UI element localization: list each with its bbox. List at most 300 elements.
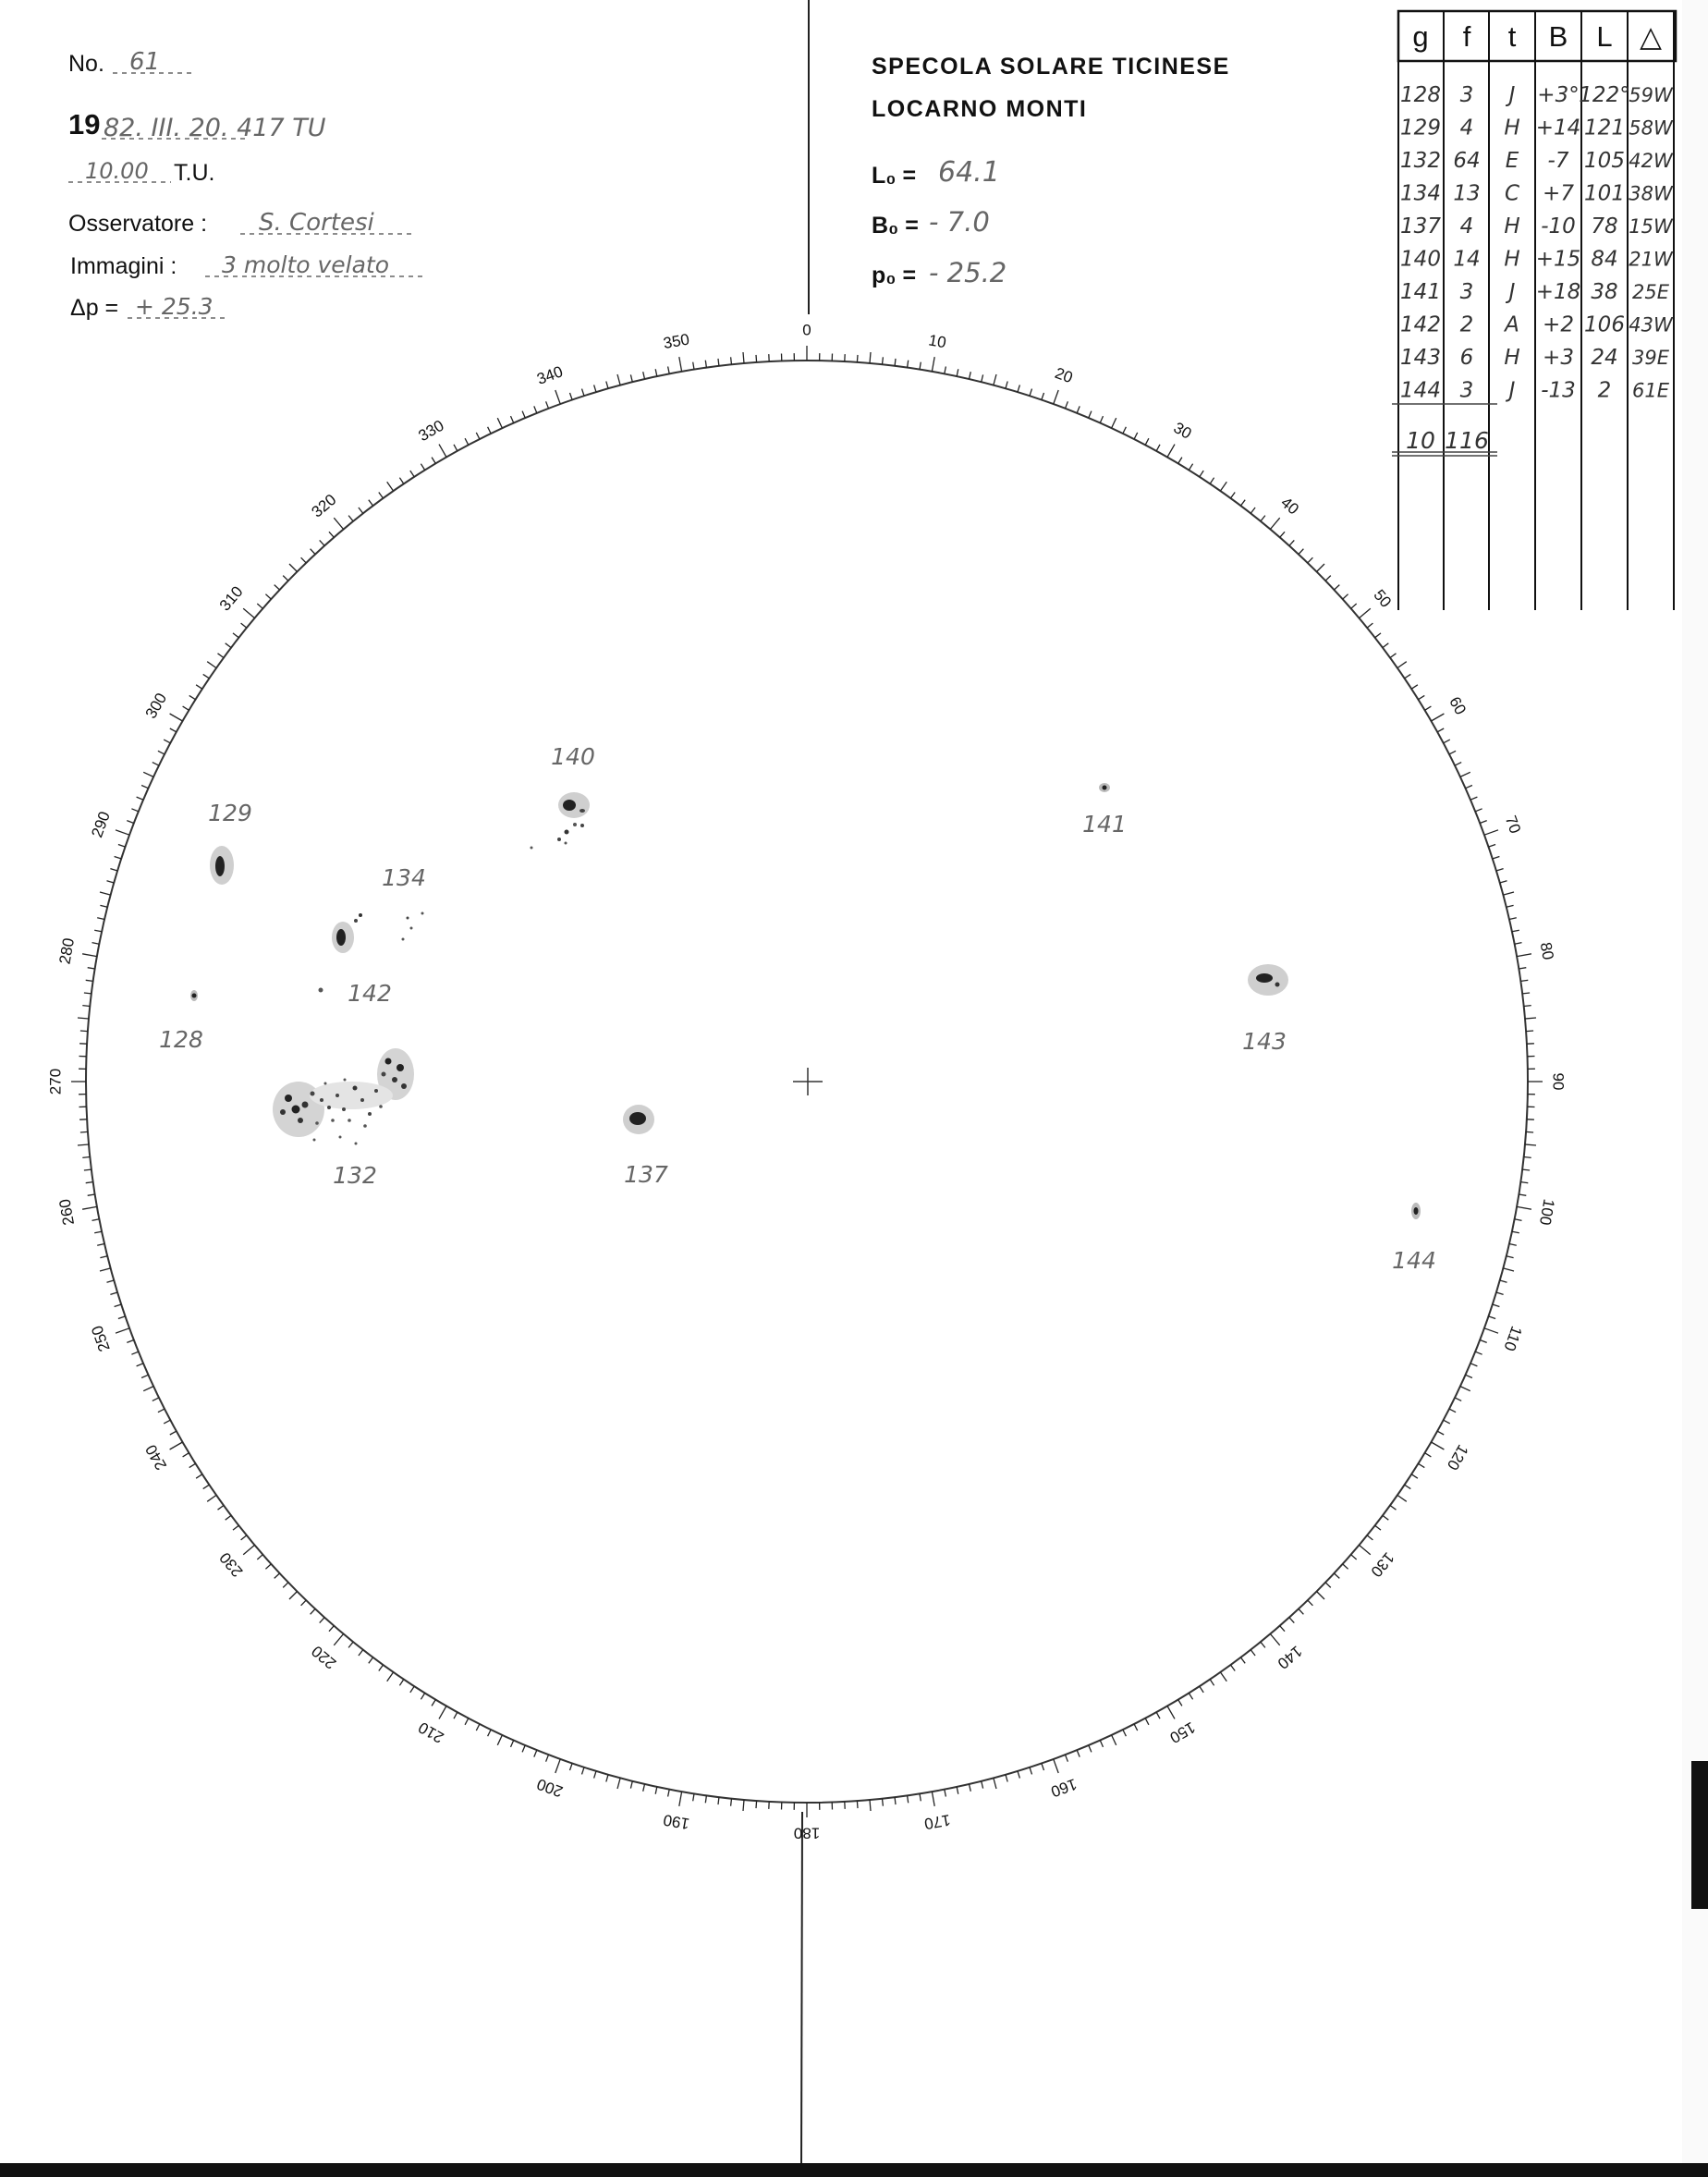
scale-tick [127,1340,134,1343]
scale-tick [1455,1398,1461,1401]
scale-tick [1522,1169,1530,1170]
scale-tick [1317,564,1325,572]
scale-tick [421,1694,424,1700]
scale-tick [1335,1573,1340,1578]
scale-tick [570,1764,573,1771]
table-cell-t: J [1508,83,1516,107]
scale-tick [1077,406,1080,412]
scale-tick [1210,1680,1214,1686]
scale-tick [183,1453,189,1457]
scale-tick [115,857,122,860]
scale-tick [233,633,238,638]
scale-tick [718,1797,719,1804]
scale-tick [170,714,183,721]
table-header-f: f [1462,20,1471,53]
sunspot-group-142 [319,980,392,1007]
scale-tick [334,1634,343,1645]
scale-label: 160 [1048,1775,1080,1801]
scale-tick [1526,1131,1533,1132]
scale-tick [582,1767,585,1775]
table-cell-g: 143 [1400,346,1441,370]
scale-tick [439,445,446,458]
scale-tick [731,357,732,364]
scale-tick [534,1750,537,1756]
scale-tick [226,643,231,648]
table-cell-f: 64 [1453,149,1481,173]
scale-tick [1030,389,1032,397]
sunspot-group-132 [273,1048,414,1189]
scale-tick [143,772,153,777]
table-cell-delta: 42W [1629,150,1673,172]
table-header-t: t [1507,20,1517,53]
scale-tick [189,695,196,699]
group-label-140: 140 [551,743,595,770]
scale-tick [497,1735,502,1745]
scale-tick [1383,643,1388,648]
scale-tick [1524,1006,1531,1007]
table-cell-delta: 21W [1629,248,1673,271]
scale-tick [410,1686,414,1693]
scale-tick [1156,1712,1160,1718]
scale-tick [265,1564,271,1569]
scale-tick [301,1600,307,1606]
scale-tick [655,1787,657,1794]
table-cell-delta: 25E [1632,281,1669,303]
scale-tick [1526,1031,1533,1032]
table-cell-f: 3 [1459,378,1474,403]
delta-p-value: + 25.3 [135,293,214,320]
scale-tick [488,1730,492,1736]
scale-tick [1351,604,1357,608]
scale-tick [100,892,111,895]
scale-tick [243,608,254,618]
scale-tick [546,1755,549,1762]
scale-tick [546,401,549,409]
scale-tick [1343,594,1348,599]
disk-center-cross [793,1068,823,1095]
p0-label: p₀ = [872,263,917,288]
table-cell-l: 105 [1584,149,1625,173]
scale-tick [1411,685,1418,689]
scale-label: 350 [662,330,691,353]
scale-tick [511,1741,514,1747]
scale-label: 300 [141,690,171,722]
scale-tick [534,406,537,412]
group-label-129: 129 [208,800,252,826]
scale-tick [883,1799,884,1806]
scale-tick [141,786,148,789]
scale-tick [311,1609,315,1615]
table-header-delta: △ [1640,20,1662,53]
scale-tick [1178,458,1182,464]
scale-tick [1289,540,1294,545]
scale-tick [1449,751,1456,754]
scale-tick [301,557,307,563]
scale-tick [1006,382,1007,389]
scale-tick [1066,401,1068,409]
scale-tick [718,359,719,366]
scale-tick [1500,1280,1507,1282]
scale-label: 270 [46,1068,65,1095]
table-cell-b: -13 [1541,378,1576,403]
delta-p-label: Δp = [70,295,119,321]
table-cell-g: 128 [1400,83,1441,107]
table-cell-l: 101 [1584,181,1625,206]
table-cell-f: 14 [1453,247,1481,272]
scale-tick [1200,471,1203,477]
group-label-128: 128 [159,1026,203,1053]
scale-tick [97,918,104,920]
scale-tick [1519,968,1526,969]
scale-tick [679,1792,682,1806]
scale-tick [1525,1018,1536,1019]
scale-tick [131,1351,138,1354]
table-cell-b: +18 [1535,280,1581,304]
group-label-143: 143 [1242,1028,1287,1055]
table-cell-l: 38 [1591,280,1618,304]
scale-tick [289,564,298,572]
scale-tick [1444,740,1450,743]
scale-tick [1437,728,1444,732]
scale-label: 230 [215,1548,247,1581]
scale-tick [465,1718,469,1725]
scale-tick [1460,1387,1470,1391]
scale-tick [1325,576,1331,581]
scale-tick [1367,1535,1372,1540]
table-cell-b: +3° [1537,83,1580,107]
scale-tick [693,362,694,370]
scale-tick [1317,1592,1325,1600]
table-cell-b: +15 [1535,247,1581,272]
scale-label: 220 [308,1642,340,1673]
l0-value: 64.1 [938,156,1000,189]
scale-tick [705,1795,706,1803]
scale-label: 140 [1274,1642,1306,1673]
table-header-g: g [1412,20,1429,53]
table-cell-f: 3 [1459,280,1474,304]
scale-tick [895,1797,896,1804]
scale-tick [570,393,573,400]
table-cell-l: 84 [1591,247,1618,272]
table-cell-b: -7 [1547,149,1569,173]
table-cell-g: 129 [1400,116,1441,141]
scale-tick [1444,1420,1450,1424]
scale-tick [870,352,871,363]
scale-tick [932,357,934,372]
scale-tick [1156,445,1160,451]
scale-label: 50 [1370,586,1396,611]
scale-tick [1042,1764,1044,1771]
scale-tick [1308,557,1313,563]
scale-tick [1509,918,1517,920]
scale-tick [488,427,492,434]
scale-tick [957,1787,958,1794]
scale-tick [432,458,435,464]
scale-tick [668,1790,670,1797]
table-cell-g: 141 [1400,280,1441,304]
scale-label: 80 [1536,940,1557,961]
table-cell-delta: 15W [1629,215,1673,238]
sunspot-group-129 [208,800,252,885]
scale-tick [118,1316,126,1319]
scale-tick [207,1495,216,1501]
scale-tick [137,1364,143,1366]
scale-label: 30 [1170,418,1195,443]
table-cell-l: 78 [1591,214,1618,238]
scale-tick [1210,478,1214,484]
bottom-meridian-line [801,1812,802,2163]
scale-tick [1299,549,1303,555]
table-cell-t: E [1505,149,1519,173]
scale-tick [410,471,414,477]
scale-tick [1390,1506,1397,1510]
sunspot-group-137 [623,1105,668,1188]
scale-tick [522,411,525,418]
table-cell-l: 106 [1584,312,1625,337]
images-value: 3 molto velato [222,251,390,278]
scale-tick [1425,1453,1432,1457]
scale-label: 250 [88,1323,114,1354]
table-cell-g: 132 [1400,149,1441,173]
scale-tick [100,1256,107,1258]
scale-tick [1134,433,1138,439]
scale-tick [1077,1750,1080,1756]
scale-tick [522,1745,525,1752]
scale-tick [329,1626,334,1632]
scale-tick [1261,516,1265,521]
scale-tick [1475,1351,1482,1354]
sunspot-group-144 [1392,1203,1436,1274]
scale-tick [399,478,403,484]
table-cell-t: H [1504,247,1520,272]
observer-label: Osservatore : [68,211,208,237]
scale-tick [1089,411,1092,418]
scale-tick [1432,714,1445,721]
table-cell-delta: 39E [1632,347,1669,369]
scale-tick [982,374,983,382]
scale-tick [257,1555,262,1559]
scale-label: 180 [793,1824,821,1842]
scale-tick [1503,1268,1514,1271]
scale-tick [183,706,189,710]
scale-tick [555,1759,560,1773]
scale-tick [1503,892,1514,895]
scale-tick [454,445,458,451]
table-cell-t: H [1504,346,1520,370]
scale-tick [643,1784,645,1792]
table-cell-b: +2 [1543,312,1574,337]
scale-tick [348,1642,353,1647]
table-cell-b: -10 [1541,214,1576,238]
observatory-location: LOCARNO MONTI [872,96,1088,122]
scale-tick [265,594,271,599]
scale-tick [1360,1545,1371,1554]
scale-tick [920,1793,921,1801]
scale-label: 330 [415,416,447,446]
table-cell-b: +3 [1543,346,1574,370]
scale-tick [94,930,102,932]
scale-tick [97,1244,104,1246]
scale-tick [439,1706,446,1719]
scale-tick [895,359,896,366]
scale-tick [1524,1157,1531,1158]
scale-tick [1250,508,1255,513]
scale-tick [1493,1304,1500,1307]
scale-tick [218,1506,225,1510]
time-value: 10.00 [85,158,149,184]
scale-tick [594,385,596,392]
scale-tick [1250,1650,1255,1656]
scale-tick [1066,1755,1068,1762]
scale-tick [158,1409,165,1413]
scale-tick [233,1525,238,1530]
scale-tick [137,797,143,800]
scale-tick [1522,993,1530,994]
scale-tick [218,654,225,658]
scale-tick [1519,1194,1526,1195]
scale-tick [1515,943,1522,945]
scale-tick [100,905,107,907]
scale-label: 10 [927,331,948,352]
sunspot-group-128 [159,990,203,1053]
scale-tick [131,809,138,812]
scale-tick [143,1387,153,1391]
scale-tick [883,357,884,364]
scale-tick [320,1618,324,1623]
scale-tick [465,438,469,445]
scale-tick [1432,1442,1445,1449]
scale-tick [359,508,363,513]
scale-tick [1480,821,1487,824]
scale-label: 20 [1052,363,1076,387]
scale-tick [1419,1463,1425,1467]
scale-tick [86,1182,93,1183]
scale-label: 40 [1277,493,1302,519]
scale-tick [1289,1618,1294,1623]
scale-tick [743,1800,744,1811]
scale-tick [1089,1745,1092,1752]
total-groups: 10 [1406,427,1435,454]
scale-label: 210 [415,1718,447,1747]
scale-tick [668,367,670,374]
scale-tick [1240,1657,1245,1663]
scale-tick [945,367,946,374]
scale-label: 90 [1549,1072,1568,1091]
total-spots: 116 [1445,427,1489,454]
scale-tick [82,1206,97,1209]
table-cell-f: 6 [1459,346,1474,370]
scale-tick [920,362,921,370]
scale-tick [164,1420,170,1424]
scale-tick [982,1781,983,1789]
scale-tick [88,1194,95,1195]
scale-tick [78,1018,89,1019]
scale-tick [1480,1340,1487,1343]
scale-tick [454,1712,458,1718]
scale-tick [970,372,971,379]
sunspot-group-141 [1082,783,1127,838]
scale-label: 280 [55,936,79,966]
scale-tick [1042,393,1044,400]
scale-tick [127,821,134,824]
time-unit: T.U. [174,160,215,186]
scale-tick [226,1515,231,1520]
sunspot-group-134 [332,864,426,953]
scale-tick [203,1485,210,1488]
scale-tick [1200,1686,1203,1693]
scale-label: 190 [662,1810,691,1833]
number-value: 61 [129,48,161,76]
scale-tick [1525,1144,1536,1145]
scale-tick [857,355,858,362]
scale-tick [1496,1292,1504,1294]
table-cell-g: 144 [1400,378,1441,403]
scale-tick [152,763,159,766]
scale-tick [1383,1515,1388,1520]
scale-tick [1134,1724,1138,1731]
scale-tick [1489,1316,1496,1319]
scale-tick [957,369,958,376]
scale-tick [1460,772,1470,777]
scale-tick [1006,1775,1007,1782]
scale-tick [1517,1206,1531,1209]
scale-tick [320,540,324,545]
scale-tick [274,585,280,590]
scale-tick [1018,1771,1019,1779]
scale-tick [1475,809,1482,812]
table-cell-g: 137 [1400,214,1441,238]
scale-label: 170 [922,1810,952,1833]
scale-tick [1299,1609,1303,1615]
scale-tick [84,993,92,994]
table-cell-f: 2 [1459,312,1474,337]
table-cell-b: +7 [1543,181,1574,206]
scale-tick [1507,1256,1514,1258]
table-cell-g: 134 [1400,181,1441,206]
scale-label: 150 [1166,1718,1199,1747]
scale-tick [1231,1665,1236,1671]
scale-tick [241,1535,247,1540]
table-cell-delta: 59W [1629,84,1673,106]
scale-tick [92,1219,100,1221]
scale-tick [1520,980,1528,981]
scale-tick [908,361,909,368]
scale-tick [1220,1672,1226,1682]
scale-tick [432,1700,435,1706]
scale-tick [1367,623,1372,628]
scale-tick [630,1781,632,1789]
scale-tick [756,355,757,362]
scale-tick [655,369,657,376]
sunspot-groups-table [1392,11,1676,610]
scale-tick [1512,930,1519,932]
scan-bottom-edge [0,2163,1708,2177]
scale-tick [78,1144,89,1145]
scale-tick [243,1545,254,1554]
scale-tick [86,980,93,981]
scale-tick [82,1157,90,1158]
scale-tick [994,374,996,385]
scale-tick [283,1583,288,1588]
scale-tick [1397,1495,1407,1501]
scale-tick [1484,1328,1498,1333]
scale-tick [606,1775,608,1782]
scale-tick [1220,482,1226,491]
scale-tick [705,361,706,368]
date-value: 82. III. 20. 417 TU [104,114,326,142]
scale-tick [1335,585,1340,590]
scale-label: 320 [308,490,340,521]
